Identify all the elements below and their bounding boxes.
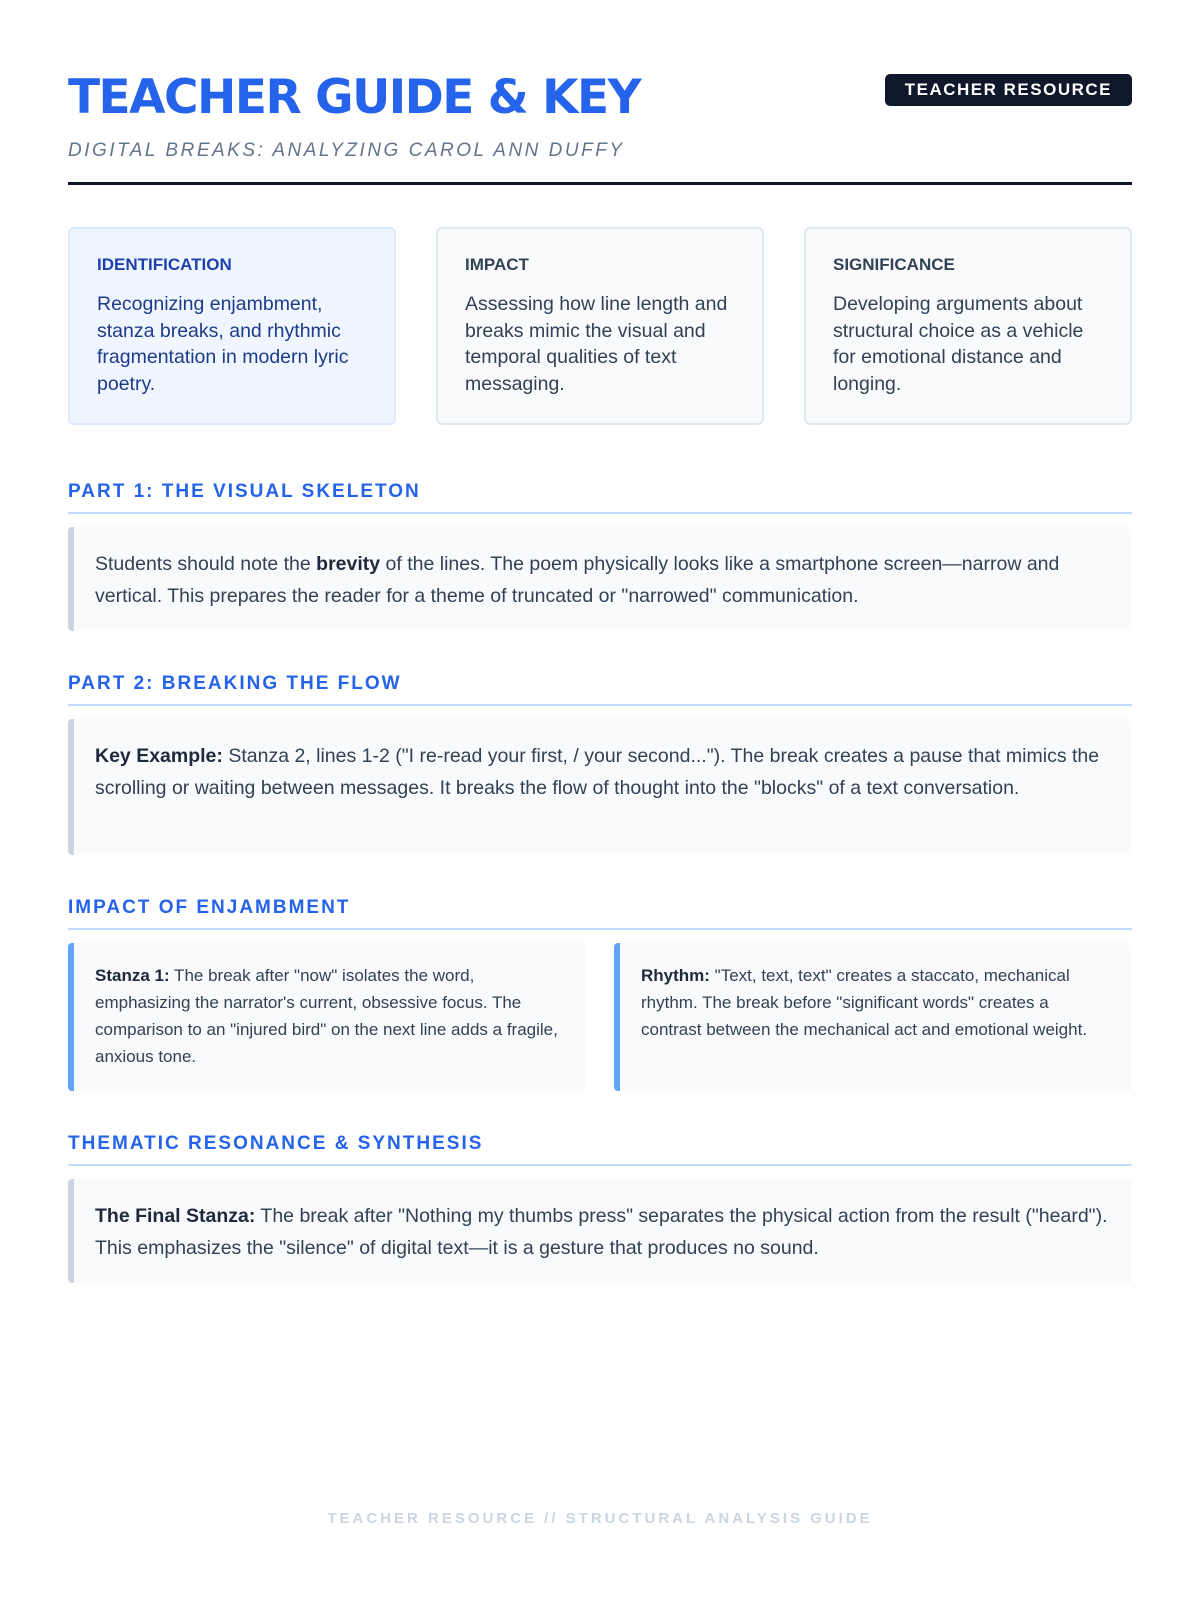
section-heading: THEMATIC RESONANCE & SYNTHESIS: [68, 1133, 1132, 1166]
answer-text: "Text, text, text" creates a staccato, mechanical rhythm. The break before "significant words" creates a contrast between the mechanical act and emotional weight.: [641, 966, 1088, 1039]
section-heading: PART 1: THE VISUAL SKELETON: [68, 481, 1132, 514]
card-text: Developing arguments about structural choice as a vehicle for emotional distance and longing.: [833, 293, 1084, 395]
answer-bold: brevity: [316, 553, 381, 575]
page-footer: TEACHER RESOURCE // STRUCTURAL ANALYSIS GUIDE: [327, 1510, 873, 1527]
answer-text: Stanza 2, lines 1-2 ("I re-read your first, / your second..."). The break creates a pause that mimics the scrolling or waiting between messages. It breaks the flow of thought into the "blocks" of a text conversation.: [95, 745, 1100, 799]
answer-box-left: [68, 943, 586, 1091]
card-identification: [68, 227, 396, 425]
section-heading: PART 2: BREAKING THE FLOW: [68, 673, 1132, 706]
section-part1: [68, 481, 1132, 631]
page-title: TEACHER GUIDE & KEY: [68, 70, 641, 125]
card-impact: [436, 227, 764, 425]
section-synthesis: [68, 1133, 1132, 1283]
answer-box: [68, 527, 1132, 631]
card-label: IMPACT: [465, 255, 529, 274]
answer-bold: Rhythm:: [641, 966, 710, 985]
answer-box: [68, 719, 1132, 855]
answer-text: The break after "Nothing my thumbs press" separates the physical action from the result ("heard"). This emphasizes the "silence" of digital text—it is a gesture that produces no sound.: [95, 1205, 1108, 1259]
card-significance: [804, 227, 1132, 425]
enjambment-columns: [68, 943, 1132, 1091]
objective-cards: [68, 227, 1132, 425]
page-subtitle: DIGITAL BREAKS: ANALYZING CAROL ANN DUFFY: [68, 140, 625, 161]
answer-box-right: [614, 943, 1132, 1091]
answer-bold: Key Example:: [95, 745, 223, 767]
answer-text: Students should note the: [95, 553, 317, 575]
section-heading: IMPACT OF ENJAMBMENT: [68, 897, 1132, 930]
section-enjambment: [68, 897, 1132, 1091]
answer-bold: Stanza 1:: [95, 966, 170, 985]
header: [68, 0, 1132, 185]
section-part2: [68, 673, 1132, 855]
answer-text: of the lines. The poem physically looks like a smartphone screen—narrow and vertical. This prepares the reader for a theme of truncated or "narrowed" communication.: [95, 553, 1060, 607]
card-text: Assessing how line length and breaks mimic the visual and temporal qualities of text messaging.: [465, 293, 728, 395]
answer-box: [68, 1179, 1132, 1283]
card-label: IDENTIFICATION: [97, 255, 232, 274]
answer-text: The break after "now" isolates the word, emphasizing the narrator's current, obsessive focus. The comparison to an "injured bird" on the next line adds a fragile, anxious tone.: [95, 966, 558, 1066]
card-text: Recognizing enjambment, stanza breaks, and rhythmic fragmentation in modern lyric poetry.: [97, 293, 349, 395]
card-label: SIGNIFICANCE: [833, 255, 955, 274]
resource-badge: TEACHER RESOURCE: [885, 74, 1132, 106]
answer-bold: The Final Stanza:: [95, 1205, 256, 1227]
